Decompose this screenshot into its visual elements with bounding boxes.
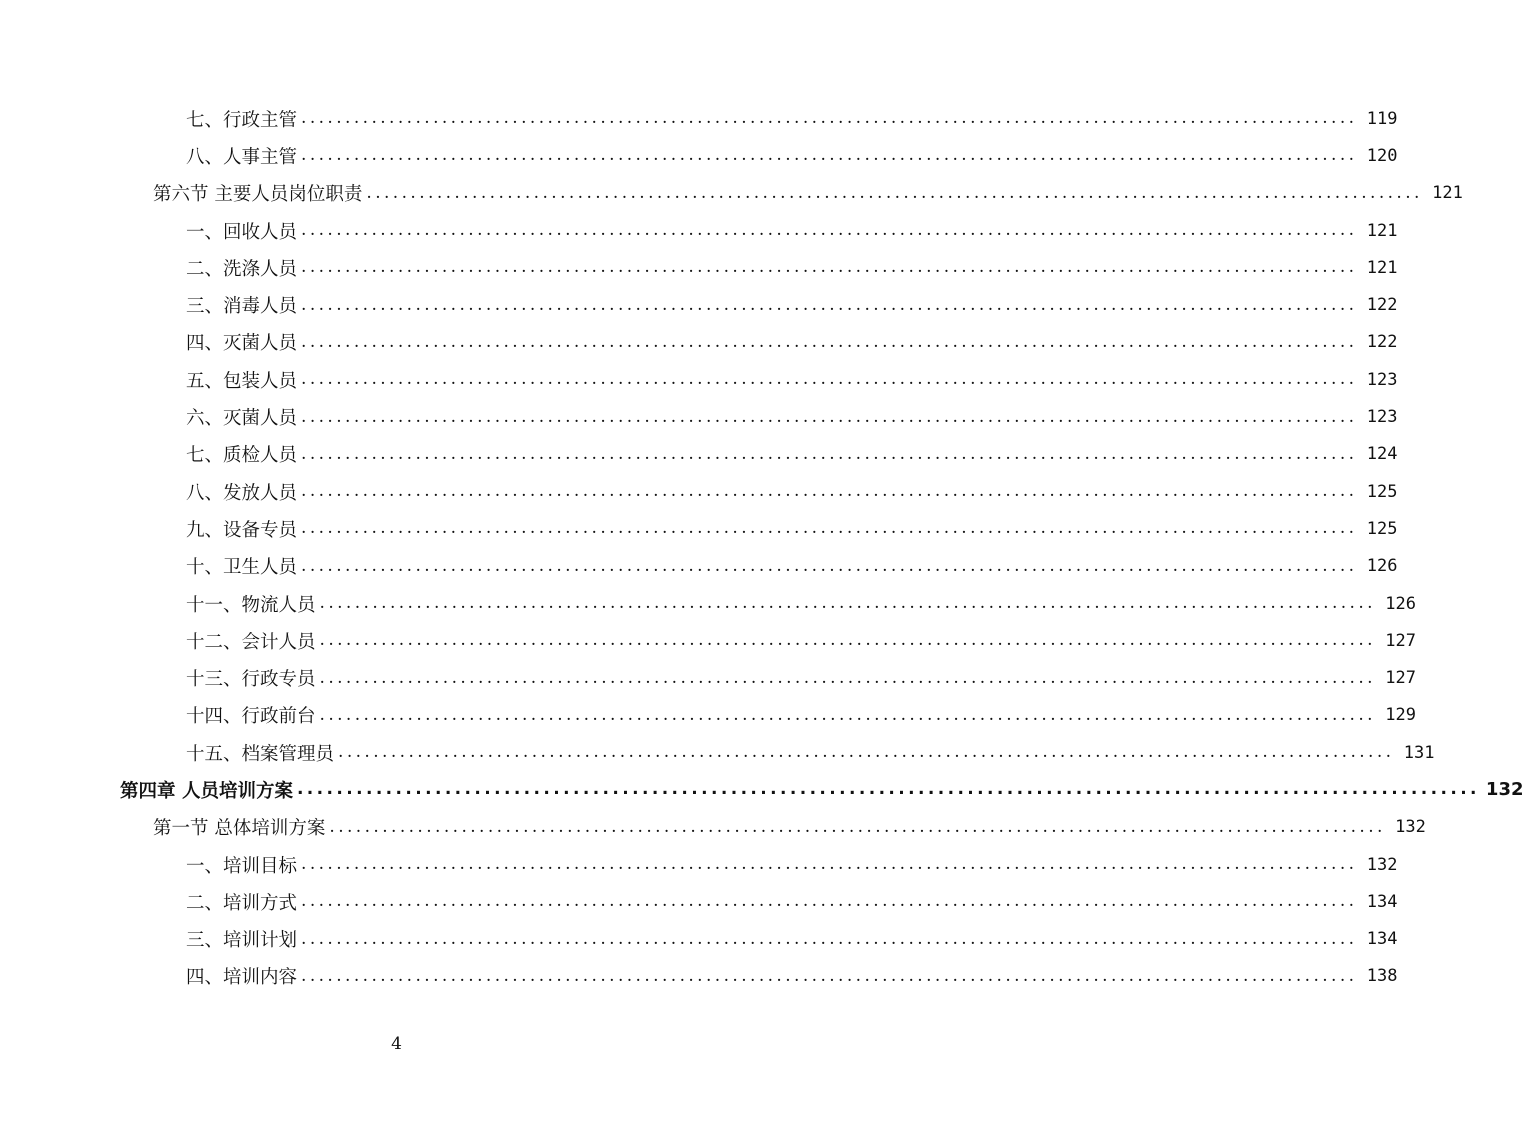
dot-leader: ........................................................................................................................ [301,555,1358,576]
dot-leader: ........................................................................................................................ [301,443,1358,464]
toc-entry-title: 十五、档案管理员 [186,743,335,765]
toc-entry-page: 119 [1366,108,1398,129]
dot-leader: ........................................................................................................................ [301,257,1358,278]
dot-leader: ........................................................................................................................ [301,891,1358,912]
toc-entry-page: 134 [1366,891,1398,912]
toc-entry-title: 一、回收人员 [186,221,298,243]
toc-entry-title: 七、行政主管 [186,109,298,131]
dot-leader: ........................................................................................................................ [319,667,1376,688]
toc-entry-item[interactable] [0,734,1435,771]
toc-entry-page: 121 [1366,257,1398,278]
toc-entry-page: 123 [1366,407,1398,428]
toc-entry-page: 127 [1385,630,1416,651]
toc-entry-page: 125 [1366,518,1398,539]
toc-entry-chapter[interactable] [0,771,1524,808]
toc-entry-title: 第六节 主要人员岗位职责 [153,184,363,206]
toc-entry-title: 第一节 总体培训方案 [153,818,326,840]
toc-entry-item[interactable] [0,249,1398,286]
toc-entry-item[interactable] [0,286,1398,323]
dot-leader: ........................................................................................................................ [301,965,1358,986]
toc-entry-title: 十三、行政专员 [186,669,316,691]
dot-leader: ........................................................................................................................ [301,331,1358,352]
toc-entry-page: 125 [1366,481,1398,502]
toc-entry-title: 八、发放人员 [186,482,298,504]
toc-entry-title: 十一、物流人员 [186,594,316,616]
toc-entry-title: 第四章 人员培训方案 [120,780,293,802]
toc-entry-item[interactable] [0,958,1398,995]
dot-leader: ........................................................................................................................ [301,406,1358,427]
toc-entry-item[interactable] [0,361,1398,398]
toc-entry-title: 五、包装人员 [186,370,298,392]
dot-leader: ........................................................................................................................ [301,369,1358,390]
toc-entry-title: 七、质检人员 [186,445,298,467]
toc-entry-item[interactable] [0,212,1398,249]
dot-leader: ........................................................................................................................ [329,816,1386,837]
toc-entry-section[interactable] [0,175,1463,212]
dot-leader: ........................................................................................................................ [319,593,1376,613]
toc-entry-title: 三、消毒人员 [186,296,298,318]
dot-leader: ........................................................................................................................ [296,779,1480,800]
toc-entry-page: 126 [1385,593,1416,614]
toc-entry-item[interactable] [0,921,1398,958]
toc-entry-item[interactable] [0,697,1416,734]
toc-entry-page: 127 [1385,668,1416,689]
toc-entry-title: 九、设备专员 [186,519,298,541]
dot-leader: ........................................................................................................................ [301,518,1358,539]
page-number: 4 [391,1034,402,1054]
toc-entry-item[interactable] [0,100,1398,137]
toc-entry-page: 124 [1366,444,1398,465]
toc-entry-item[interactable] [0,324,1398,361]
toc-entry-page: 138 [1366,966,1398,987]
toc-entry-title: 二、培训方式 [186,892,298,914]
toc-entry-item[interactable] [0,510,1398,547]
toc-entry-item[interactable] [0,548,1398,585]
dot-leader: ........................................................................................................................ [319,630,1376,651]
toc-entry-title: 十二、会计人员 [186,631,316,653]
toc-entry-page: 131 [1403,742,1435,763]
toc-entry-page: 121 [1432,183,1463,204]
dot-leader: ........................................................................................................................ [338,742,1395,763]
toc-entry-item[interactable] [0,398,1398,435]
toc-entry-item[interactable] [0,137,1398,174]
toc-entry-title: 六、灭菌人员 [186,408,298,430]
toc-entry-page: 132 [1485,779,1524,801]
toc-entry-item[interactable] [0,473,1398,510]
toc-entry-page: 132 [1366,854,1398,875]
table-of-contents [0,100,1524,995]
toc-entry-title: 八、人事主管 [186,146,298,168]
dot-leader: ........................................................................................................................ [366,182,1423,203]
toc-entry-title: 十、卫生人员 [186,557,298,579]
dot-leader: ........................................................................................................................ [301,928,1358,949]
toc-entry-item[interactable] [0,585,1416,622]
dot-leader: ........................................................................................................................ [301,145,1358,166]
toc-entry-page: 134 [1366,929,1398,950]
toc-entry-section[interactable] [0,809,1426,846]
toc-entry-title: 四、培训内容 [186,967,298,989]
toc-entry-page: 120 [1366,145,1398,166]
toc-entry-title: 四、灭菌人员 [186,333,298,355]
dot-leader: ........................................................................................................................ [319,704,1376,725]
toc-entry-page: 123 [1366,369,1398,390]
toc-entry-page: 129 [1385,705,1416,726]
toc-entry-page: 122 [1366,332,1398,353]
toc-entry-item[interactable] [0,622,1416,659]
dot-leader: ........................................................................................................................ [301,294,1358,315]
toc-entry-page: 126 [1366,556,1398,577]
toc-entry-item[interactable] [0,436,1398,473]
toc-entry-title: 三、培训计划 [186,930,298,952]
dot-leader: ........................................................................................................................ [301,854,1358,875]
toc-entry-title: 十四、行政前台 [186,706,316,728]
toc-entry-title: 二、洗涤人员 [186,258,298,280]
dot-leader: ........................................................................................................................ [301,481,1358,502]
toc-entry-page: 121 [1366,220,1398,241]
toc-entry-page: 132 [1395,817,1426,838]
toc-entry-title: 一、培训目标 [186,855,298,877]
toc-entry-item[interactable] [0,883,1398,920]
toc-entry-item[interactable] [0,659,1416,696]
toc-entry-page: 122 [1366,295,1398,316]
dot-leader: ........................................................................................................................ [301,108,1358,129]
dot-leader: ........................................................................................................................ [301,220,1358,241]
toc-entry-item[interactable] [0,846,1398,883]
